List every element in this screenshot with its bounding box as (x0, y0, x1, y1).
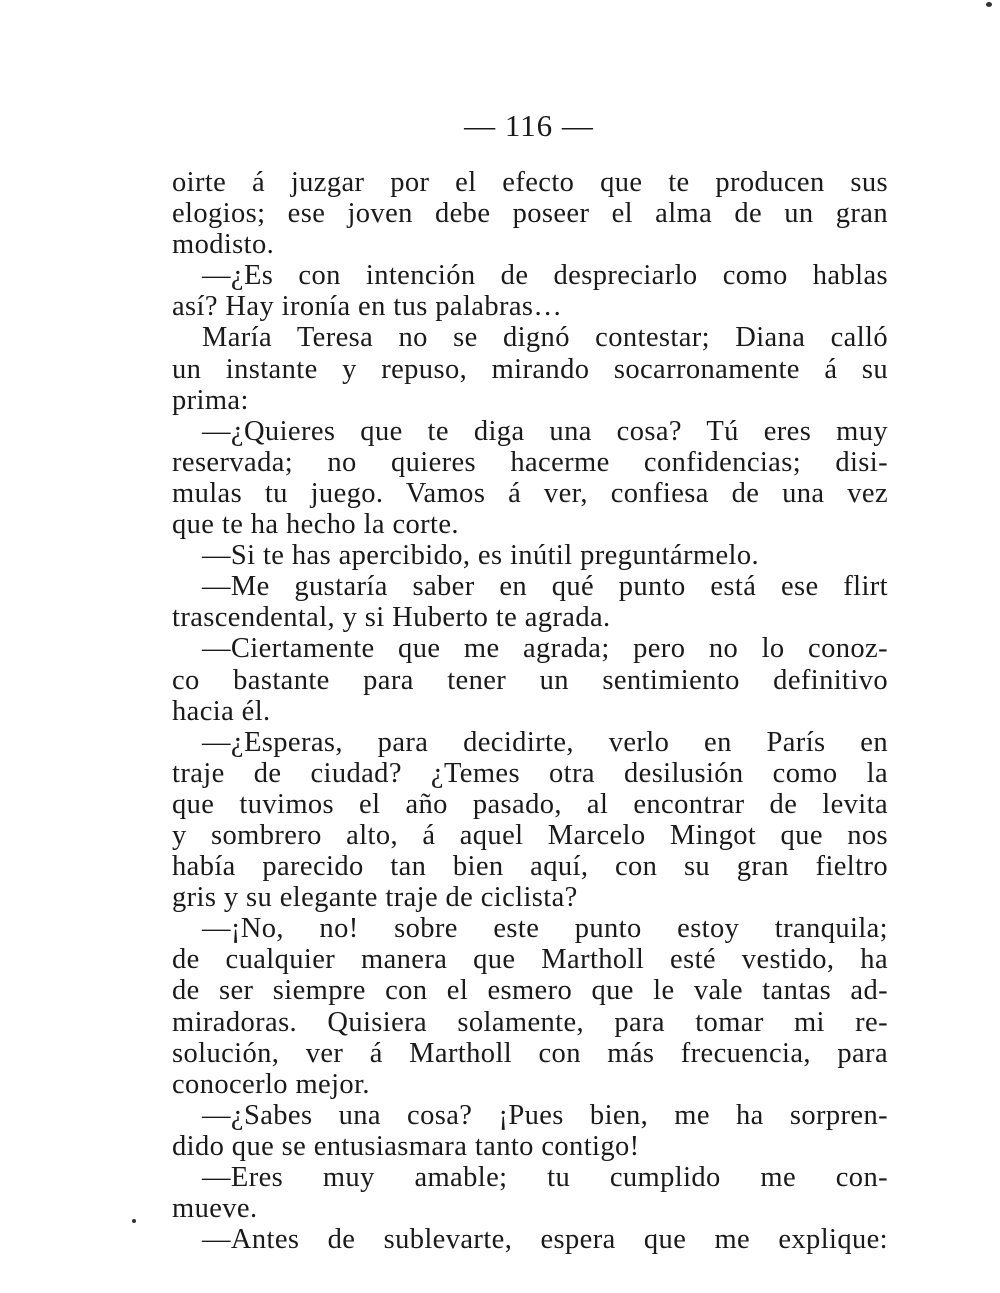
text-line: —¿Quieres que te diga una cosa? Tú eres muy (202, 415, 888, 447)
text-line: reservada; no quieres hacerme confidencias; disi- (172, 446, 888, 478)
text-line: —¿Sabes una cosa? ¡Pues bien, me ha sorpren- (202, 1099, 888, 1131)
text-line: oirte á juzgar por el efecto que te producen sus (172, 167, 888, 198)
text-line: co bastante para tener un sentimiento definitivo (172, 664, 888, 696)
text-line: de cualquier manera que Martholl esté vestido, ha (172, 944, 888, 976)
scan-speck (132, 1219, 136, 1223)
text-line: conocerlo mejor. (172, 1068, 370, 1100)
text-line: que te ha hecho la corte. (172, 509, 459, 541)
text-line: y sombrero alto, á aquel Marcelo Mingot que nos (172, 819, 888, 851)
text-line: —Me gustaría saber en qué punto está ese flirt (202, 571, 888, 603)
text-line: que tuvimos el año pasado, al encontrar de levita (172, 788, 888, 820)
text-line: así? Hay ironía en tus palabras… (172, 291, 563, 323)
text-line: traje de ciudad? ¿Temes otra desilusión como la (172, 757, 888, 789)
text-line: —Antes de sublevarte, espera que me explique: (202, 1224, 888, 1256)
text-line: —Ciertamente que me agrada; pero no lo conoz- (202, 633, 888, 665)
text-line: —¡No, no! sobre este punto estoy tranquila; (202, 913, 888, 945)
text-line: dido que se entusiasmara tanto contigo! (172, 1130, 640, 1162)
text-line: prima: (172, 384, 249, 416)
text-line: —Eres muy amable; tu cumplido me con- (202, 1162, 888, 1193)
text-line: trascendental, y si Huberto te agrada. (172, 602, 611, 634)
scan-speck (986, 2, 992, 7)
text-line: —¿Esperas, para decidirte, verlo en París en (202, 726, 888, 758)
text-line: mueve. (172, 1193, 258, 1225)
text-line: de ser siempre con el esmero que le vale tantas ad- (172, 975, 888, 1007)
text-line: miradoras. Quisiera solamente, para tomar mi re- (172, 1006, 888, 1038)
text-line: mulas tu juego. Vamos á ver, confiesa de una vez (172, 477, 888, 509)
text-line: —¿Es con intención de despreciarlo como hablas (202, 260, 888, 292)
text-line: solución, ver á Martholl con más frecuencia, para (172, 1037, 888, 1069)
body-text (172, 167, 888, 1255)
text-line: —Si te has apercibido, es inútil preguntármelo. (202, 540, 760, 572)
text-line: elogios; ese joven debe poseer el alma de un gran (172, 198, 888, 230)
text-line: gris y su elegante traje de ciclista? (172, 882, 578, 914)
text-line: modisto. (172, 229, 275, 261)
text-line: hacia él. (172, 695, 271, 727)
text-line: había parecido tan bien aquí, con su gran fieltro (172, 851, 888, 883)
text-line: María Teresa no se dignó contestar; Diana calló (202, 322, 888, 354)
text-line: un instante y repuso, mirando socarronamente á su (172, 353, 888, 385)
page-number: — 116 — (464, 108, 594, 143)
